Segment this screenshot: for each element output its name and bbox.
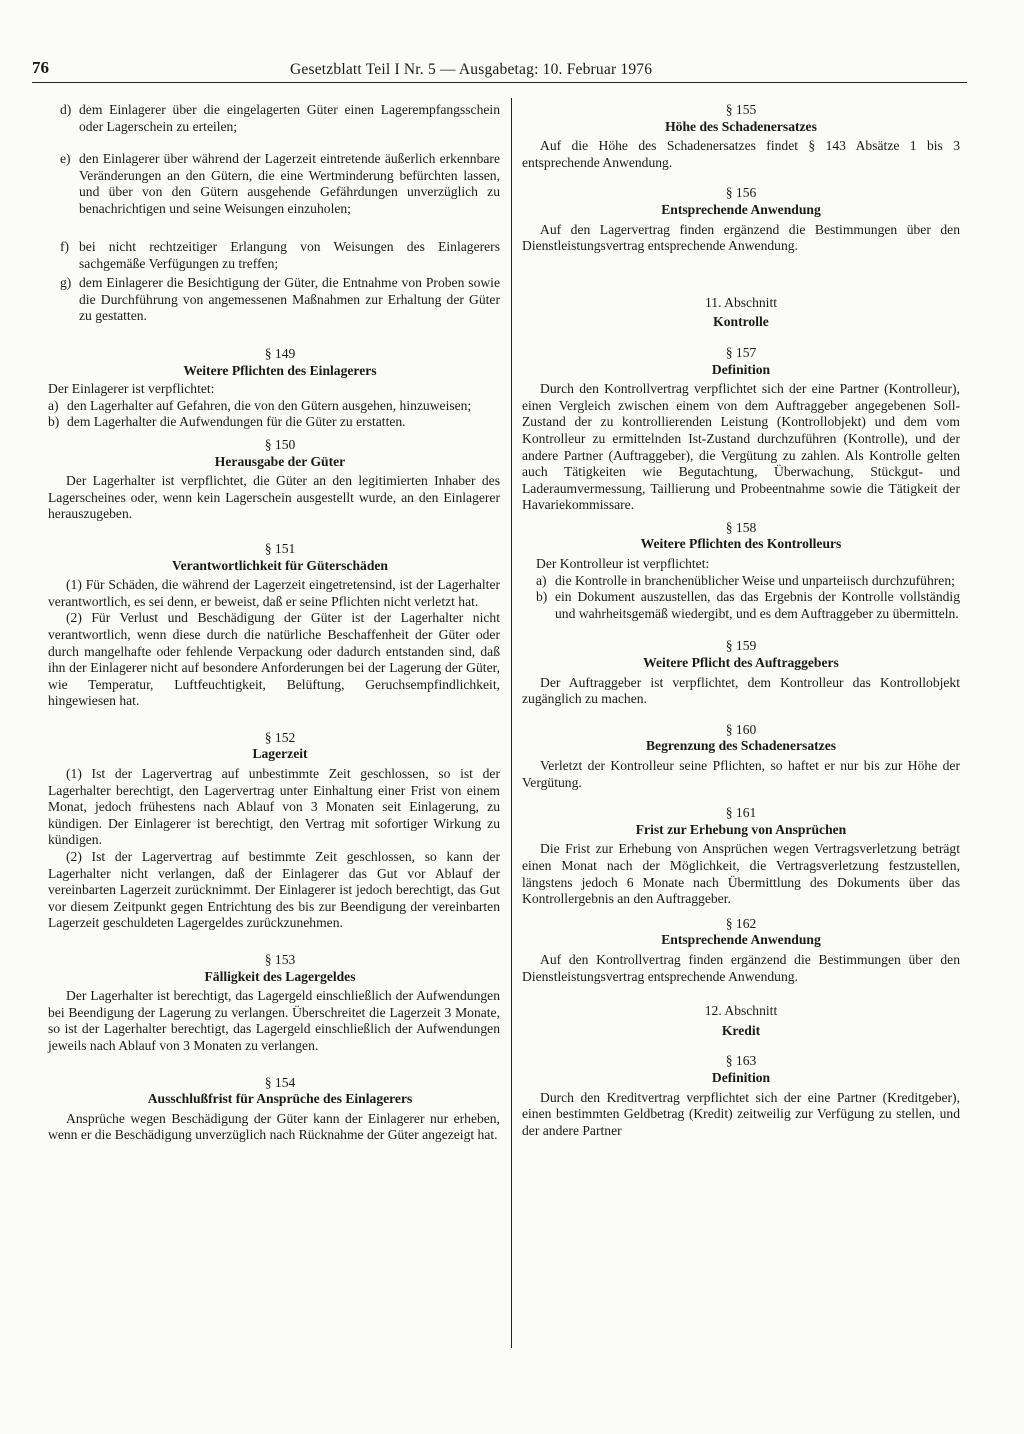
- list-item: [60, 151, 500, 239]
- item-label: a): [536, 572, 547, 588]
- section-intro: Der Kontrolleur ist verpflichtet:: [536, 556, 710, 572]
- section-title: Begrenzung des Schadenersatzes: [645, 738, 837, 754]
- right-column: [522, 102, 960, 1139]
- section-number: § 154: [264, 1074, 296, 1090]
- section-text: Durch den Kontrollvertrag verpflichtet sich der eine Partner (Kontrolleur), einen Vergleich zwischen einem von dem Auftraggeber angegebenen Soll-Zustand der zu kontrollierenden Leistung (Kontrollobjekt) und dem vom Kontrolleur zu ermittelnden Ist-Zustand durchzuführen (Kontrolle), und der andere Partner (Auftraggeber), die Vergütung zu zahlen. Als Kontrolle gelten auch Tätigkeiten wie Begutachtung, Überwachung, Stückgut- und Laderaumvermessung, Taillierung und Probeentnahme sowie die Tätigkeit der Havariekommissare.: [522, 381, 960, 513]
- item-text: die Kontrolle in branchenüblicher Weise und unparteiisch durchzuführen;: [555, 572, 955, 588]
- item-text: den Einlagerer über während der Lagerzeit eintretende äußerlich erkennbare Veränderungen an den Gütern, die eine Wertminderung befürchten lassen, und über von den Gütern ausgehende Gefährdungen unverzüglich zu benachrichtigen und seine Weisungen einzuholen;: [79, 151, 500, 216]
- section-text: Die Frist zur Erhebung von Ansprüchen wegen Vertragsverletzung beträgt einen Monat nach der Möglichkeit, die Vertragsverletzung festzustellen, längstens jedoch 6 Monate nach Übermittlung des Dokuments über das Kontrollergebnis an den Auftraggeber.: [522, 841, 960, 907]
- section-title: Entsprechende Anwendung: [661, 201, 821, 217]
- section-title: Definition: [711, 361, 771, 377]
- section-title: Entsprechende Anwendung: [661, 932, 821, 948]
- item-label: f): [60, 239, 70, 254]
- section-number: § 151: [264, 540, 296, 556]
- item-label: g): [60, 275, 72, 290]
- list-item: [60, 239, 500, 275]
- section-title: Ausschlußfrist für Ansprüche des Einlagerers: [147, 1091, 413, 1107]
- section-title: Weitere Pflicht des Auftraggebers: [643, 655, 839, 671]
- section-title: Verantwortlichkeit für Güterschäden: [172, 557, 388, 573]
- chapter-title: Kredit: [721, 1022, 761, 1038]
- section-number: § 163: [725, 1053, 757, 1069]
- item-text: dem Lagerhalter die Aufwendungen für die Güter zu erstatten.: [67, 414, 406, 430]
- item-text: den Lagerhalter auf Gefahren, die von den Gütern ausgehen, hinzuweisen;: [67, 397, 472, 413]
- chapter-number: 12. Abschnitt: [704, 1003, 778, 1019]
- section-title: Höhe des Schadenersatzes: [665, 118, 817, 134]
- section-title: Lagerzeit: [252, 746, 308, 762]
- page-header: [32, 60, 967, 83]
- section-number: § 157: [725, 344, 757, 360]
- section-title: Frist zur Erhebung von Ansprüchen: [635, 821, 847, 837]
- section-title: Fälligkeit des Lagergeldes: [204, 968, 356, 984]
- section-text: Der Lagerhalter ist berechtigt, das Lagergeld einschließlich der Aufwendungen bei Beendigung der Lagerung zu verlangen. Überschreitet die Lagerzeit 3 Monate, so ist der Lagerhalter berechtigt, das Lagergeld einschließlich der Aufwendungen jeweils nach Ablauf von 3 Monaten zu verlangen.: [48, 988, 500, 1053]
- section-title: Weitere Pflichten des Einlagerers: [183, 362, 377, 378]
- section-paragraph: (2) Ist der Lagervertrag auf bestimmte Zeit geschlossen, so kann der Lagerhalter nicht verlangen, daß der Einlagerer das Gut vor Ablauf der vereinbarten Lagerzeit zurücknimmt. Der Einlagerer ist jedoch berechtigt, das Gut vor diesem Zeitpunkt gegen Entrichtung des bis zur Beendigung der vereinbarten Lagerzeit geschuldeten Lagergeldes zurückzunehmen.: [48, 849, 500, 931]
- section-number: § 155: [725, 102, 757, 117]
- chapter-number: 11. Abschnitt: [705, 294, 777, 310]
- item-label: a): [48, 397, 59, 413]
- section-number: § 160: [725, 721, 757, 737]
- list-item: [60, 102, 500, 151]
- list-item: [522, 589, 960, 622]
- page-number: 76: [32, 58, 49, 77]
- section-number: § 153: [264, 952, 296, 967]
- section-paragraph: (1) Für Schäden, die während der Lagerzeit eingetretensind, ist der Lagerhalter verantwortlich, es sei denn, er beweist, daß er seine Pflichten nicht verletzt hat.: [48, 577, 500, 609]
- list-item: [522, 573, 960, 590]
- section-number: § 161: [725, 805, 757, 821]
- section-text: Verletzt der Kontrolleur seine Pflichten, so haftet er nur bis zur Höhe der Vergütung.: [522, 758, 960, 790]
- item-text: dem Einlagerer über die eingelagerten Güter einen Lagerempfangsschein oder Lagerschein zu erteilen;: [79, 102, 500, 134]
- section-text: Ansprüche wegen Beschädigung der Güter kann der Einlagerer nur erheben, wenn er die Beschädigung unverzüglich nach Rücknahme der Güter angezeigt hat.: [48, 1110, 500, 1143]
- left-column: [48, 102, 500, 1144]
- section-text: Auf den Lagervertrag finden ergänzend die Bestimmungen über den Dienstleistungsvertrag entsprechende Anwendung.: [522, 221, 960, 254]
- section-intro: Der Einlagerer ist verpflichtet:: [48, 381, 215, 397]
- section-title: Herausgabe der Güter: [214, 453, 346, 469]
- gazette-title: Gesetzblatt Teil I Nr. 5 — Ausgabetag: 10. Februar 1976: [290, 61, 653, 78]
- list-item: [60, 275, 500, 346]
- section-title: Definition: [711, 1069, 771, 1085]
- section-number: § 158: [725, 519, 757, 535]
- section-number: § 162: [725, 915, 757, 931]
- section-text: Durch den Kreditvertrag verpflichtet sich der eine Partner (Kreditgeber), einen bestimmten Geldbetrag (Kredit) zeitweilig zur Verfügung zu stellen, und der andere Partner: [522, 1089, 960, 1138]
- item-label: d): [60, 102, 72, 117]
- list-item: [48, 398, 500, 415]
- item-label: b): [48, 414, 60, 430]
- section-number: § 149: [264, 346, 296, 361]
- item-text: dem Einlagerer die Besichtigung der Güter, die Entnahme von Proben sowie die Durchführung von angemessenen Maßnahmen zur Erhaltung der Güter zu gestatten.: [79, 275, 500, 324]
- chapter-title: Kontrolle: [713, 314, 769, 330]
- section-text: Auf den Kontrollvertrag finden ergänzend die Bestimmungen über den Dienstleistungsvertrag entsprechende Anwendung.: [522, 951, 960, 984]
- item-text: bei nicht rechtzeitiger Erlangung von Weisungen des Einlagerers sachgemäße Verfügungen zu treffen;: [79, 239, 500, 271]
- section-paragraph: (1) Ist der Lagervertrag auf unbestimmte Zeit geschlossen, so ist der Lagerhalter berechtigt, den Lagervertrag unter Einhaltung einer Frist von einem Monat, jedoch frühestens nach Ablauf von 3 Monaten seit Einlagerung, zu kündigen. Der Einlagerer ist berechtigt, den Vertrag mit sofortiger Wirkung zu kündigen.: [48, 766, 500, 848]
- section-paragraph: (2) Für Verlust und Beschädigung der Güter ist der Lagerhalter nicht verantwortlich, wenn diese durch die natürliche Beschaffenheit der Güter oder durch mangelhafte oder fehlende Verpackung oder dadurch entstanden sind, daß ihn der Einlagerer nicht auf besondere Anforderungen bei der Lagerung der Güter, wie Temperatur, Luftfeuchtigkeit, Belüftung, Geruchsempfindlichkeit, hingewiesen hat.: [48, 610, 500, 709]
- section-title: Weitere Pflichten des Kontrolleurs: [640, 536, 842, 552]
- section-text: Der Lagerhalter ist verpflichtet, die Güter an den legitimierten Inhaber des Lagerscheines oder, wenn kein Lagerschein ausgestellt wurde, an den Einlagerer herauszugeben.: [48, 473, 500, 522]
- section-number: § 150: [264, 436, 296, 452]
- section-number: § 152: [264, 729, 296, 745]
- section-number: § 156: [725, 185, 757, 201]
- item-label: e): [60, 151, 71, 166]
- section-text: Der Auftraggeber ist verpflichtet, dem Kontrolleur das Kontrollobjekt zugänglich zu machen.: [522, 674, 960, 707]
- list-item: [48, 414, 500, 431]
- column-divider: [511, 98, 512, 1348]
- section-number: § 159: [725, 638, 757, 654]
- item-label: b): [536, 589, 548, 605]
- item-text: ein Dokument auszustellen, das das Ergebnis der Kontrolle vollständig und wahrheitsgemäß wiedergibt, und es dem Auftraggeber zu übermitteln.: [555, 589, 960, 621]
- section-text: Auf die Höhe des Schadenersatzes findet § 143 Absätze 1 bis 3 entsprechende Anwendung.: [522, 138, 960, 170]
